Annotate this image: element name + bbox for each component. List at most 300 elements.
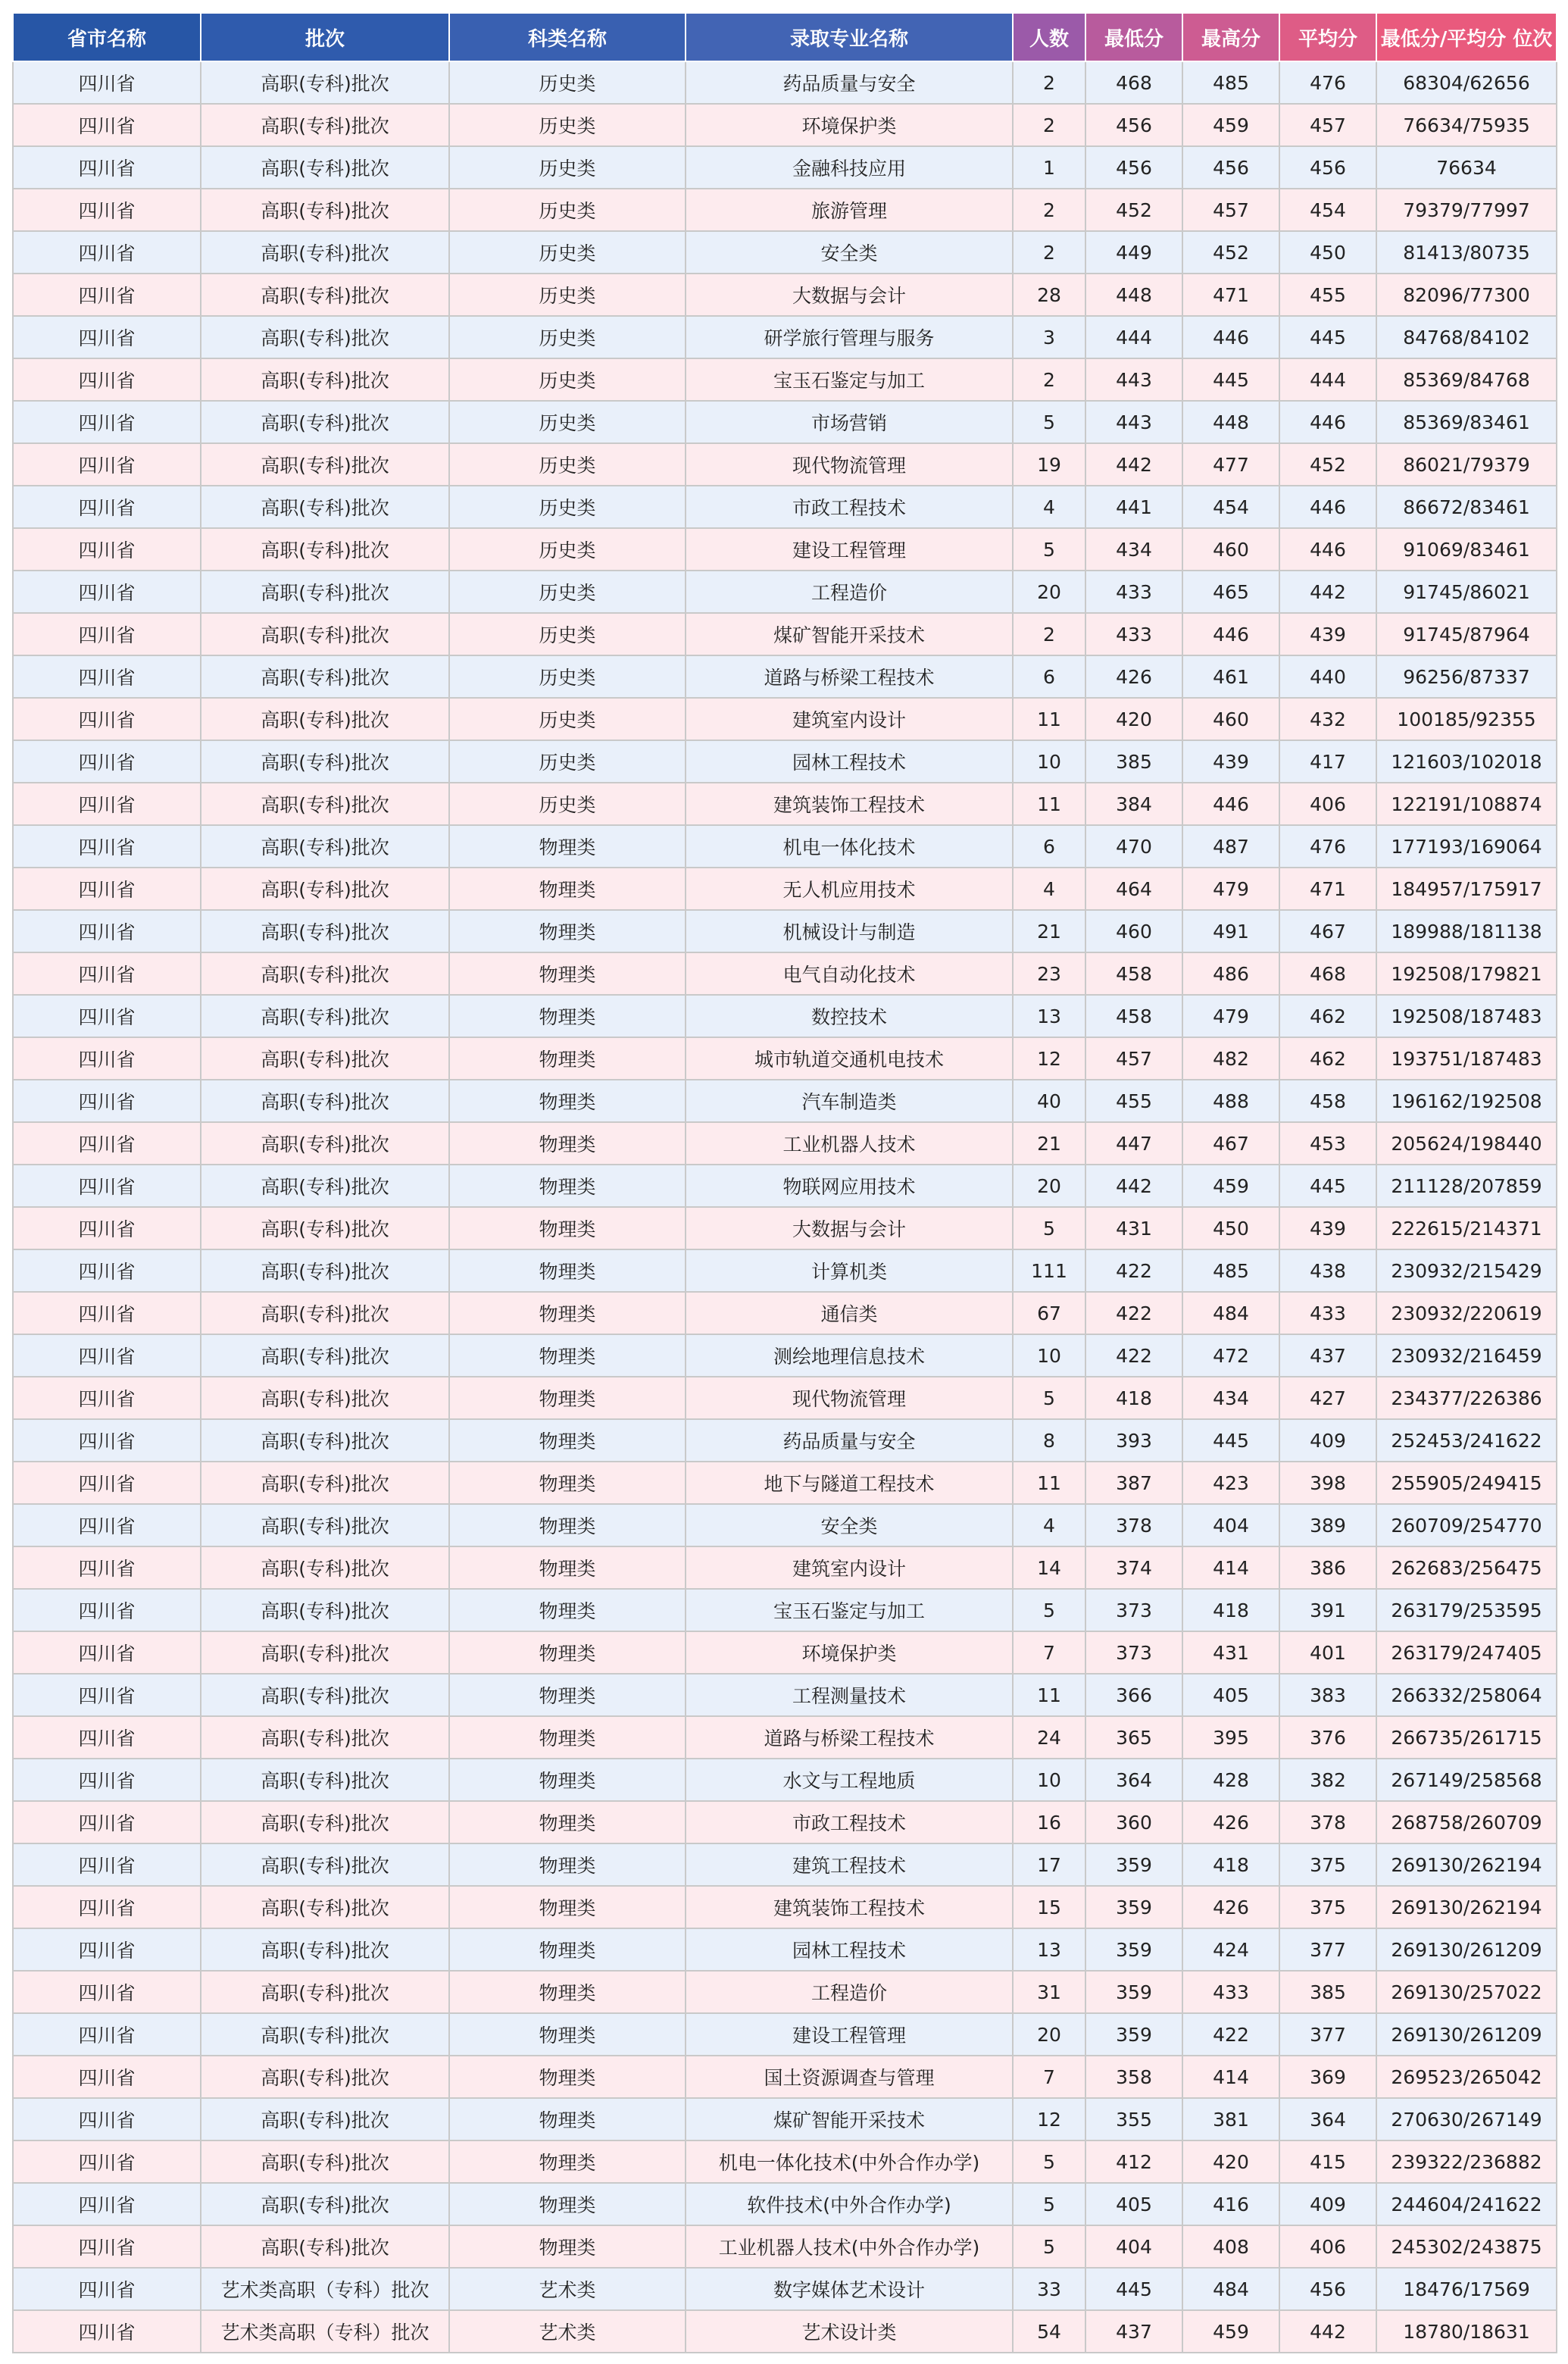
cell-count: 5 — [1013, 528, 1085, 571]
cell-min-score: 364 — [1085, 1759, 1182, 1801]
cell-rank: 230932/220619 — [1376, 1292, 1557, 1334]
cell-rank: 244604/241622 — [1376, 2183, 1557, 2225]
cell-max-score: 426 — [1182, 1801, 1279, 1843]
cell-avg-score: 476 — [1279, 61, 1376, 104]
table-row — [13, 1419, 1557, 1462]
cell-province: 四川省 — [13, 868, 201, 910]
cell-count: 21 — [1013, 1122, 1085, 1165]
cell-avg-score: 454 — [1279, 189, 1376, 231]
cell-major-name: 机械设计与制造 — [686, 910, 1013, 952]
cell-max-score: 452 — [1182, 231, 1279, 274]
cell-batch: 高职(专科)批次 — [201, 486, 449, 528]
cell-major-name: 电气自动化技术 — [686, 952, 1013, 995]
cell-batch: 高职(专科)批次 — [201, 783, 449, 825]
cell-major-name: 工程测量技术 — [686, 1674, 1013, 1716]
cell-rank: 239322/236882 — [1376, 2140, 1557, 2183]
cell-avg-score: 409 — [1279, 2183, 1376, 2225]
cell-major-name: 市政工程技术 — [686, 1801, 1013, 1843]
cell-batch: 高职(专科)批次 — [201, 1674, 449, 1716]
cell-province: 四川省 — [13, 231, 201, 274]
cell-subject-category: 历史类 — [449, 146, 686, 189]
cell-province: 四川省 — [13, 1971, 201, 2013]
cell-min-score: 434 — [1085, 528, 1182, 571]
table-row — [13, 1801, 1557, 1843]
cell-major-name: 数字媒体艺术设计 — [686, 2268, 1013, 2310]
cell-province: 四川省 — [13, 1207, 201, 1249]
cell-avg-score: 450 — [1279, 231, 1376, 274]
cell-avg-score: 409 — [1279, 1419, 1376, 1462]
cell-province: 四川省 — [13, 1377, 201, 1419]
cell-major-name: 汽车制造类 — [686, 1080, 1013, 1122]
cell-min-score: 458 — [1085, 952, 1182, 995]
cell-avg-score: 427 — [1279, 1377, 1376, 1419]
cell-province: 四川省 — [13, 1334, 201, 1377]
cell-avg-score: 445 — [1279, 316, 1376, 358]
cell-subject-category: 物理类 — [449, 1207, 686, 1249]
table-row — [13, 1928, 1557, 1971]
cell-max-score: 426 — [1182, 1886, 1279, 1928]
cell-min-score: 460 — [1085, 910, 1182, 952]
cell-rank: 234377/226386 — [1376, 1377, 1557, 1419]
cell-max-score: 395 — [1182, 1716, 1279, 1759]
admission-scores-table — [12, 12, 1557, 2353]
cell-avg-score: 383 — [1279, 1674, 1376, 1716]
cell-subject-category: 物理类 — [449, 1674, 686, 1716]
cell-major-name: 市政工程技术 — [686, 486, 1013, 528]
cell-rank: 269130/262194 — [1376, 1886, 1557, 1928]
cell-batch: 高职(专科)批次 — [201, 2183, 449, 2225]
cell-province: 四川省 — [13, 104, 201, 146]
table-row — [13, 995, 1557, 1037]
cell-min-score: 387 — [1085, 1462, 1182, 1504]
cell-subject-category: 历史类 — [449, 783, 686, 825]
cell-subject-category: 物理类 — [449, 2225, 686, 2268]
cell-max-score: 428 — [1182, 1759, 1279, 1801]
cell-subject-category: 历史类 — [449, 104, 686, 146]
cell-count: 12 — [1013, 2098, 1085, 2140]
table-row — [13, 1631, 1557, 1674]
table-row — [13, 1759, 1557, 1801]
cell-avg-score: 456 — [1279, 146, 1376, 189]
cell-subject-category: 物理类 — [449, 1122, 686, 1165]
cell-max-score: 471 — [1182, 274, 1279, 316]
cell-subject-category: 物理类 — [449, 1037, 686, 1080]
cell-max-score: 460 — [1182, 698, 1279, 740]
cell-min-score: 448 — [1085, 274, 1182, 316]
cell-subject-category: 历史类 — [449, 486, 686, 528]
cell-avg-score: 438 — [1279, 1249, 1376, 1292]
cell-max-score: 418 — [1182, 1843, 1279, 1886]
cell-count: 16 — [1013, 1801, 1085, 1843]
cell-major-name: 国土资源调查与管理 — [686, 2056, 1013, 2098]
cell-avg-score: 456 — [1279, 2268, 1376, 2310]
cell-avg-score: 378 — [1279, 1801, 1376, 1843]
cell-rank: 122191/108874 — [1376, 783, 1557, 825]
cell-rank: 211128/207859 — [1376, 1165, 1557, 1207]
table-row — [13, 528, 1557, 571]
cell-rank: 270630/267149 — [1376, 2098, 1557, 2140]
header-major-name: 录取专业名称 — [686, 13, 1013, 61]
cell-batch: 高职(专科)批次 — [201, 1122, 449, 1165]
cell-count: 11 — [1013, 698, 1085, 740]
cell-major-name: 工业机器人技术 — [686, 1122, 1013, 1165]
cell-min-score: 422 — [1085, 1334, 1182, 1377]
cell-major-name: 道路与桥梁工程技术 — [686, 1716, 1013, 1759]
cell-max-score: 423 — [1182, 1462, 1279, 1504]
cell-rank: 121603/102018 — [1376, 740, 1557, 783]
cell-subject-category: 物理类 — [449, 1631, 686, 1674]
cell-min-score: 456 — [1085, 146, 1182, 189]
cell-province: 四川省 — [13, 61, 201, 104]
cell-avg-score: 453 — [1279, 1122, 1376, 1165]
cell-major-name: 煤矿智能开采技术 — [686, 2098, 1013, 2140]
cell-batch: 高职(专科)批次 — [201, 146, 449, 189]
cell-count: 11 — [1013, 1674, 1085, 1716]
cell-major-name: 煤矿智能开采技术 — [686, 613, 1013, 655]
admission-table-container — [12, 12, 1556, 2353]
cell-avg-score: 458 — [1279, 1080, 1376, 1122]
cell-max-score: 465 — [1182, 571, 1279, 613]
cell-max-score: 445 — [1182, 358, 1279, 401]
cell-major-name: 建筑装饰工程技术 — [686, 1886, 1013, 1928]
cell-max-score: 434 — [1182, 1377, 1279, 1419]
cell-province: 四川省 — [13, 1801, 201, 1843]
table-row — [13, 1589, 1557, 1631]
cell-min-score: 359 — [1085, 1928, 1182, 1971]
cell-max-score: 416 — [1182, 2183, 1279, 2225]
cell-province: 四川省 — [13, 146, 201, 189]
cell-avg-score: 417 — [1279, 740, 1376, 783]
cell-count: 4 — [1013, 486, 1085, 528]
cell-min-score: 431 — [1085, 1207, 1182, 1249]
cell-major-name: 工程造价 — [686, 571, 1013, 613]
cell-rank: 18780/18631 — [1376, 2310, 1557, 2353]
table-row — [13, 1546, 1557, 1589]
cell-subject-category: 历史类 — [449, 274, 686, 316]
cell-max-score: 446 — [1182, 316, 1279, 358]
cell-min-score: 359 — [1085, 1886, 1182, 1928]
cell-max-score: 479 — [1182, 995, 1279, 1037]
table-header-row — [13, 13, 1557, 61]
cell-major-name: 地下与隧道工程技术 — [686, 1462, 1013, 1504]
table-row — [13, 698, 1557, 740]
cell-avg-score: 369 — [1279, 2056, 1376, 2098]
cell-avg-score: 382 — [1279, 1759, 1376, 1801]
cell-province: 四川省 — [13, 1080, 201, 1122]
table-row — [13, 1971, 1557, 2013]
cell-rank: 91745/86021 — [1376, 571, 1557, 613]
table-row — [13, 146, 1557, 189]
cell-batch: 高职(专科)批次 — [201, 2225, 449, 2268]
cell-batch: 高职(专科)批次 — [201, 1589, 449, 1631]
header-count: 人数 — [1013, 13, 1085, 61]
table-row — [13, 1504, 1557, 1546]
cell-rank: 85369/83461 — [1376, 401, 1557, 443]
table-row — [13, 189, 1557, 231]
cell-count: 6 — [1013, 825, 1085, 868]
cell-subject-category: 物理类 — [449, 1504, 686, 1546]
cell-min-score: 365 — [1085, 1716, 1182, 1759]
cell-subject-category: 历史类 — [449, 189, 686, 231]
cell-min-score: 378 — [1085, 1504, 1182, 1546]
table-body — [13, 61, 1557, 2353]
cell-major-name: 计算机类 — [686, 1249, 1013, 1292]
cell-count: 5 — [1013, 2140, 1085, 2183]
cell-count: 2 — [1013, 189, 1085, 231]
cell-count: 20 — [1013, 2013, 1085, 2056]
cell-max-score: 484 — [1182, 2268, 1279, 2310]
cell-max-score: 422 — [1182, 2013, 1279, 2056]
table-row — [13, 2140, 1557, 2183]
cell-max-score: 418 — [1182, 1589, 1279, 1631]
cell-province: 四川省 — [13, 2013, 201, 2056]
cell-subject-category: 历史类 — [449, 401, 686, 443]
cell-avg-score: 446 — [1279, 528, 1376, 571]
cell-rank: 263179/253595 — [1376, 1589, 1557, 1631]
cell-min-score: 373 — [1085, 1631, 1182, 1674]
cell-rank: 192508/179821 — [1376, 952, 1557, 995]
cell-count: 15 — [1013, 1886, 1085, 1928]
cell-count: 23 — [1013, 952, 1085, 995]
cell-subject-category: 历史类 — [449, 61, 686, 104]
cell-batch: 高职(专科)批次 — [201, 740, 449, 783]
cell-count: 6 — [1013, 655, 1085, 698]
cell-major-name: 无人机应用技术 — [686, 868, 1013, 910]
cell-avg-score: 440 — [1279, 655, 1376, 698]
cell-batch: 高职(专科)批次 — [201, 104, 449, 146]
cell-rank: 205624/198440 — [1376, 1122, 1557, 1165]
cell-max-score: 484 — [1182, 1292, 1279, 1334]
cell-min-score: 444 — [1085, 316, 1182, 358]
cell-province: 四川省 — [13, 910, 201, 952]
cell-major-name: 药品质量与安全 — [686, 1419, 1013, 1462]
cell-avg-score: 444 — [1279, 358, 1376, 401]
cell-max-score: 445 — [1182, 1419, 1279, 1462]
table-row — [13, 655, 1557, 698]
cell-rank: 255905/249415 — [1376, 1462, 1557, 1504]
cell-subject-category: 历史类 — [449, 443, 686, 486]
cell-province: 四川省 — [13, 486, 201, 528]
cell-count: 111 — [1013, 1249, 1085, 1292]
table-row — [13, 61, 1557, 104]
cell-min-score: 433 — [1085, 613, 1182, 655]
cell-province: 四川省 — [13, 2268, 201, 2310]
header-max-score: 最高分 — [1182, 13, 1279, 61]
cell-rank: 76634 — [1376, 146, 1557, 189]
cell-subject-category: 物理类 — [449, 2183, 686, 2225]
cell-major-name: 建筑室内设计 — [686, 1546, 1013, 1589]
cell-rank: 86021/79379 — [1376, 443, 1557, 486]
cell-province: 四川省 — [13, 2140, 201, 2183]
cell-province: 四川省 — [13, 2056, 201, 2098]
cell-province: 四川省 — [13, 995, 201, 1037]
cell-major-name: 环境保护类 — [686, 1631, 1013, 1674]
cell-rank: 230932/216459 — [1376, 1334, 1557, 1377]
cell-avg-score: 468 — [1279, 952, 1376, 995]
cell-count: 5 — [1013, 401, 1085, 443]
cell-avg-score: 439 — [1279, 1207, 1376, 1249]
cell-province: 四川省 — [13, 1419, 201, 1462]
cell-batch: 高职(专科)批次 — [201, 1419, 449, 1462]
cell-min-score: 442 — [1085, 443, 1182, 486]
cell-min-score: 359 — [1085, 1971, 1182, 2013]
cell-min-score: 422 — [1085, 1292, 1182, 1334]
cell-avg-score: 455 — [1279, 274, 1376, 316]
cell-major-name: 道路与桥梁工程技术 — [686, 655, 1013, 698]
cell-subject-category: 历史类 — [449, 740, 686, 783]
cell-max-score: 482 — [1182, 1037, 1279, 1080]
cell-max-score: 414 — [1182, 1546, 1279, 1589]
cell-min-score: 443 — [1085, 401, 1182, 443]
cell-province: 四川省 — [13, 2225, 201, 2268]
table-row — [13, 443, 1557, 486]
cell-max-score: 467 — [1182, 1122, 1279, 1165]
cell-subject-category: 物理类 — [449, 1419, 686, 1462]
cell-count: 13 — [1013, 1928, 1085, 1971]
cell-max-score: 433 — [1182, 1971, 1279, 2013]
cell-batch: 高职(专科)批次 — [201, 1462, 449, 1504]
cell-subject-category: 物理类 — [449, 1080, 686, 1122]
table-row — [13, 486, 1557, 528]
cell-province: 四川省 — [13, 1504, 201, 1546]
cell-subject-category: 物理类 — [449, 1716, 686, 1759]
cell-max-score: 479 — [1182, 868, 1279, 910]
cell-batch: 高职(专科)批次 — [201, 995, 449, 1037]
cell-count: 5 — [1013, 1377, 1085, 1419]
cell-major-name: 现代物流管理 — [686, 1377, 1013, 1419]
cell-min-score: 426 — [1085, 655, 1182, 698]
cell-province: 四川省 — [13, 1759, 201, 1801]
cell-major-name: 通信类 — [686, 1292, 1013, 1334]
cell-province: 四川省 — [13, 1122, 201, 1165]
cell-count: 10 — [1013, 740, 1085, 783]
cell-max-score: 460 — [1182, 528, 1279, 571]
cell-batch: 高职(专科)批次 — [201, 1292, 449, 1334]
cell-max-score: 408 — [1182, 2225, 1279, 2268]
cell-min-score: 445 — [1085, 2268, 1182, 2310]
cell-major-name: 园林工程技术 — [686, 740, 1013, 783]
table-row — [13, 274, 1557, 316]
cell-province: 四川省 — [13, 1886, 201, 1928]
cell-province: 四川省 — [13, 2310, 201, 2353]
cell-subject-category: 物理类 — [449, 2056, 686, 2098]
cell-avg-score: 457 — [1279, 104, 1376, 146]
cell-major-name: 园林工程技术 — [686, 1928, 1013, 1971]
cell-rank: 100185/92355 — [1376, 698, 1557, 740]
table-row — [13, 2310, 1557, 2353]
cell-province: 四川省 — [13, 1716, 201, 1759]
cell-major-name: 数控技术 — [686, 995, 1013, 1037]
cell-rank: 189988/181138 — [1376, 910, 1557, 952]
cell-count: 2 — [1013, 61, 1085, 104]
cell-subject-category: 物理类 — [449, 1249, 686, 1292]
cell-max-score: 448 — [1182, 401, 1279, 443]
cell-province: 四川省 — [13, 740, 201, 783]
cell-subject-category: 物理类 — [449, 995, 686, 1037]
cell-rank: 193751/187483 — [1376, 1037, 1557, 1080]
cell-batch: 艺术类高职（专科）批次 — [201, 2310, 449, 2353]
cell-min-score: 358 — [1085, 2056, 1182, 2098]
cell-max-score: 381 — [1182, 2098, 1279, 2140]
cell-min-score: 420 — [1085, 698, 1182, 740]
cell-rank: 266735/261715 — [1376, 1716, 1557, 1759]
cell-count: 67 — [1013, 1292, 1085, 1334]
cell-batch: 高职(专科)批次 — [201, 1759, 449, 1801]
cell-subject-category: 历史类 — [449, 571, 686, 613]
table-row — [13, 2056, 1557, 2098]
cell-batch: 高职(专科)批次 — [201, 698, 449, 740]
cell-min-score: 404 — [1085, 2225, 1182, 2268]
cell-province: 四川省 — [13, 358, 201, 401]
cell-avg-score: 446 — [1279, 401, 1376, 443]
cell-subject-category: 物理类 — [449, 952, 686, 995]
table-row — [13, 825, 1557, 868]
cell-rank: 269130/262194 — [1376, 1843, 1557, 1886]
cell-count: 2 — [1013, 613, 1085, 655]
cell-count: 7 — [1013, 1631, 1085, 1674]
cell-count: 4 — [1013, 868, 1085, 910]
cell-subject-category: 历史类 — [449, 358, 686, 401]
cell-min-score: 464 — [1085, 868, 1182, 910]
cell-province: 四川省 — [13, 1631, 201, 1674]
cell-subject-category: 历史类 — [449, 613, 686, 655]
cell-avg-score: 401 — [1279, 1631, 1376, 1674]
cell-max-score: 404 — [1182, 1504, 1279, 1546]
cell-max-score: 488 — [1182, 1080, 1279, 1122]
cell-avg-score: 385 — [1279, 1971, 1376, 2013]
cell-province: 四川省 — [13, 2098, 201, 2140]
cell-rank: 252453/241622 — [1376, 1419, 1557, 1462]
header-rank: 最低分/平均分 位次 — [1376, 13, 1557, 61]
table-row — [13, 231, 1557, 274]
cell-subject-category: 物理类 — [449, 1377, 686, 1419]
cell-rank: 267149/258568 — [1376, 1759, 1557, 1801]
cell-avg-score: 445 — [1279, 1165, 1376, 1207]
cell-batch: 高职(专科)批次 — [201, 825, 449, 868]
cell-min-score: 442 — [1085, 1165, 1182, 1207]
cell-count: 20 — [1013, 571, 1085, 613]
cell-batch: 高职(专科)批次 — [201, 1716, 449, 1759]
cell-count: 12 — [1013, 1037, 1085, 1080]
cell-province: 四川省 — [13, 1462, 201, 1504]
cell-avg-score: 433 — [1279, 1292, 1376, 1334]
cell-major-name: 建筑工程技术 — [686, 1843, 1013, 1886]
cell-rank: 81413/80735 — [1376, 231, 1557, 274]
cell-avg-score: 467 — [1279, 910, 1376, 952]
cell-subject-category: 物理类 — [449, 825, 686, 868]
cell-max-score: 454 — [1182, 486, 1279, 528]
cell-subject-category: 物理类 — [449, 2098, 686, 2140]
cell-subject-category: 物理类 — [449, 868, 686, 910]
table-row — [13, 783, 1557, 825]
cell-count: 8 — [1013, 1419, 1085, 1462]
cell-count: 2 — [1013, 231, 1085, 274]
cell-batch: 高职(专科)批次 — [201, 655, 449, 698]
cell-major-name: 机电一体化技术 — [686, 825, 1013, 868]
cell-rank: 245302/243875 — [1376, 2225, 1557, 2268]
cell-max-score: 487 — [1182, 825, 1279, 868]
cell-avg-score: 364 — [1279, 2098, 1376, 2140]
cell-rank: 82096/77300 — [1376, 274, 1557, 316]
cell-subject-category: 物理类 — [449, 1886, 686, 1928]
cell-min-score: 405 — [1085, 2183, 1182, 2225]
cell-max-score: 472 — [1182, 1334, 1279, 1377]
cell-batch: 高职(专科)批次 — [201, 2098, 449, 2140]
cell-batch: 高职(专科)批次 — [201, 1886, 449, 1928]
cell-rank: 18476/17569 — [1376, 2268, 1557, 2310]
cell-min-score: 458 — [1085, 995, 1182, 1037]
cell-count: 54 — [1013, 2310, 1085, 2353]
